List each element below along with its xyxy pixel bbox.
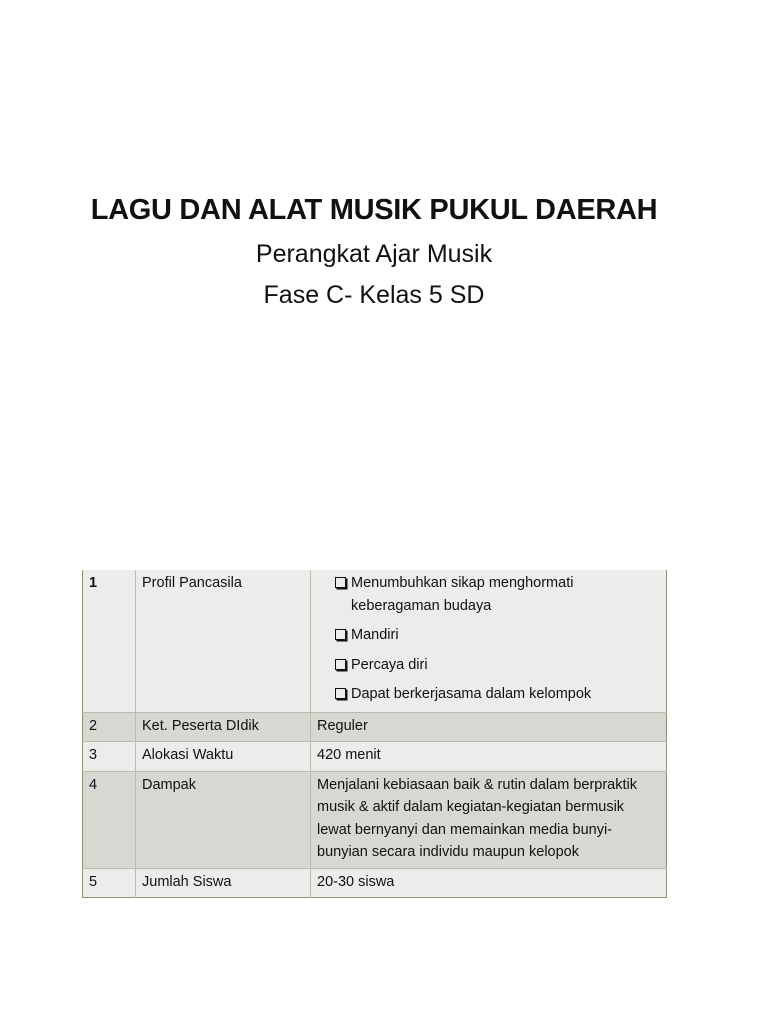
- row-number: 1: [83, 570, 136, 712]
- row-label: Alokasi Waktu: [136, 742, 311, 772]
- row-number: 5: [83, 868, 136, 898]
- document-subtitle: Perangkat Ajar Musik: [255, 240, 493, 268]
- row-value: [311, 570, 667, 712]
- row-label: Dampak: [136, 771, 311, 868]
- checklist-item: [335, 654, 660, 677]
- row-number: 3: [83, 742, 136, 772]
- row-number: 4: [83, 771, 136, 868]
- row-value: Menjalani kebiasaan baik & rutin dalam berpraktik musik & aktif dalam kegiatan-kegiatan bermusik lewat bernyanyi dan memainkan media bunyi-bunyian secara individu maupun kelopok: [311, 771, 667, 868]
- checklist-item: [335, 624, 660, 647]
- row-value: 20-30 siswa: [311, 868, 667, 898]
- checklist-item-label: Menumbuhkan sikap menghormati keberagaman budaya: [351, 575, 574, 614]
- row-label: Jumlah Siswa: [136, 868, 311, 898]
- checklist-item-label: Percaya diri: [351, 656, 428, 673]
- table-row: [83, 570, 667, 712]
- table-row: [83, 742, 667, 772]
- checkbox-icon: [335, 577, 346, 588]
- table-row: [83, 712, 667, 742]
- row-number: 2: [83, 712, 136, 742]
- checkbox-icon: [335, 659, 346, 670]
- row-label: Ket. Peserta DIdik: [136, 712, 311, 742]
- row-value: Reguler: [311, 712, 667, 742]
- document-title: LAGU DAN ALAT MUSIK PUKUL DAERAH: [90, 194, 658, 226]
- row-value: 420 menit: [311, 742, 667, 772]
- checkbox-icon: [335, 688, 346, 699]
- checkbox-icon: [335, 629, 346, 640]
- document-grade-line: Fase C- Kelas 5 SD: [263, 281, 485, 309]
- checklist-item: [335, 572, 660, 617]
- checklist-item: [335, 683, 660, 706]
- checklist-item-label: Mandiri: [351, 627, 399, 643]
- row-label: Profil Pancasila: [136, 570, 311, 712]
- table-row: [83, 771, 667, 868]
- checklist-item-label: Dapat berkerjasama dalam kelompok: [351, 686, 592, 702]
- profile-checklist: [317, 572, 660, 706]
- info-table: [82, 570, 667, 898]
- table-row: [83, 868, 667, 898]
